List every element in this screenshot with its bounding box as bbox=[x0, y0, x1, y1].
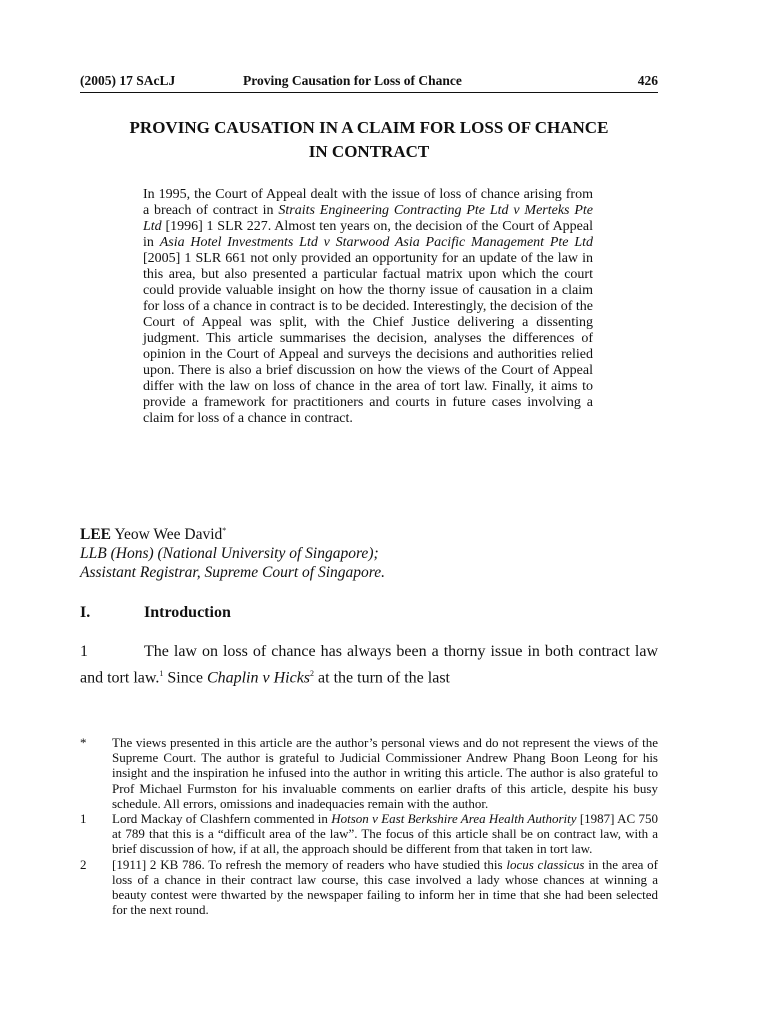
author-block bbox=[80, 521, 640, 582]
author-qualification: LLB (Hons) (National University of Singapore); bbox=[80, 545, 379, 563]
abstract-text-3: [2005] 1 SLR 661 not only provided an opportunity for an update of the law in this area, but also presented a particular factual matrix upon which the court could provide valuable insight on how the thorny issue of causation in a claim for loss of a chance in contract is to be decided. Interestingly, the decision of the Court of Appeal was split, with the Chief Justice delivering a dissenting judgment. This article summarises the decision, analyses the differences of opinion in the Court of Appeal and surveys the decisions and authorities relied upon. There is also a brief discussion on how the views of the Court of Appeal differ with the law on loss of chance in the area of tort law. Finally, it aims to provide a framework for practitioners and courts in future cases involving a claim for loss of a chance in contract. bbox=[143, 251, 593, 426]
author-position: Assistant Registrar, Supreme Court of Singapore. bbox=[80, 564, 385, 582]
journal-citation: (2005) 17 SAcLJ bbox=[80, 73, 176, 88]
paragraph-text-1: The law on loss of chance has always been a thorny issue in both contract law and tort law. bbox=[80, 643, 658, 687]
footnote-2-text bbox=[112, 857, 658, 918]
abstract-case-2: Asia Hotel Investments Ltd v Starwood Asia Pacific Management Pte Ltd bbox=[159, 235, 593, 250]
article-title-line-1: PROVING CAUSATION IN A CLAIM FOR LOSS OF CHANCE bbox=[129, 118, 609, 137]
abstract-case-1: Straits Engineering Contracting Pte Ltd v Merteks Pte Ltd bbox=[143, 203, 594, 234]
footnote-1-text-a: Lord Mackay of Clashfern commented in bbox=[112, 811, 332, 827]
paragraph-case: Chaplin v Hicks bbox=[206, 669, 311, 687]
footnote-1 bbox=[80, 811, 658, 857]
abstract-text-1: In 1995, the Court of Appeal dealt with the issue of loss of chance arising from a breach of contract in bbox=[143, 187, 593, 218]
running-title: Proving Causation for Loss of Chance bbox=[243, 73, 462, 88]
author-surname: LEE bbox=[80, 526, 112, 544]
author-given-name: Yeow Wee David bbox=[111, 526, 223, 544]
footnote-1-text bbox=[112, 811, 658, 857]
paragraph-text-3: at the turn of the last bbox=[314, 669, 450, 687]
footnote-2-text-a: [1911] 2 KB 786. To refresh the memory of readers who have studied this bbox=[112, 856, 507, 872]
abstract bbox=[143, 187, 593, 427]
footnote-ref-2[interactable]: 2 bbox=[310, 669, 315, 678]
section-number: I. bbox=[80, 604, 91, 621]
footnote-2 bbox=[80, 857, 658, 918]
paragraph-number: 1 bbox=[80, 643, 88, 660]
footnote-2-text-b: in the area of loss of a chance in their contract law course, this case involved a lady whose chances at winning a beauty contest were thwarted by the newspaper failing to inform her in time that she had been selected for the next round. bbox=[112, 856, 659, 918]
abstract-text-2: [1996] 1 SLR 227. Almost ten years on, the decision of the Court of Appeal in bbox=[143, 219, 593, 250]
article-title bbox=[80, 116, 658, 164]
footnote-1-text-b: [1987] AC 750 at 789 that this is a “difficult area of the law”. The focus of this article shall be on contract law, with a brief discussion of how, if at all, the approach should be different from that taken in tort law. bbox=[112, 811, 658, 857]
paragraph-text-2: Since bbox=[163, 669, 207, 687]
footnote-2-mark: 2 bbox=[80, 856, 87, 872]
section-title: Introduction bbox=[144, 604, 231, 621]
author-name bbox=[80, 521, 640, 544]
footnote-star-text: The views presented in this article are the author’s personal views and do not represent the views of the Supreme Court. The author is grateful to Judicial Commissioner Andrew Phang Boon Leong for his insight and the inspiration he infused into the author in writing this article. The author is also grateful to Prof Michael Furmston for his invaluable comments on earlier drafts of this article, despite his busy schedule. All errors, omissions and inadequacies remain with the author. bbox=[112, 735, 658, 811]
footnote-1-case: Hotson v East Berkshire Area Health Authority bbox=[331, 811, 577, 827]
section-heading bbox=[80, 604, 231, 622]
footnotes bbox=[80, 735, 658, 917]
paragraph-1 bbox=[80, 641, 658, 689]
running-head bbox=[80, 73, 658, 93]
footnote-1-mark: 1 bbox=[80, 811, 87, 827]
author-footnote-marker: * bbox=[222, 526, 227, 535]
footnote-ref-1[interactable]: 1 bbox=[159, 669, 164, 678]
article-title-line-2: IN CONTRACT bbox=[308, 142, 430, 161]
footnote-star bbox=[80, 735, 658, 811]
footnote-2-latin: locus classicus bbox=[506, 856, 585, 872]
footnote-star-mark: * bbox=[80, 735, 87, 750]
page-number: 426 bbox=[637, 73, 658, 88]
